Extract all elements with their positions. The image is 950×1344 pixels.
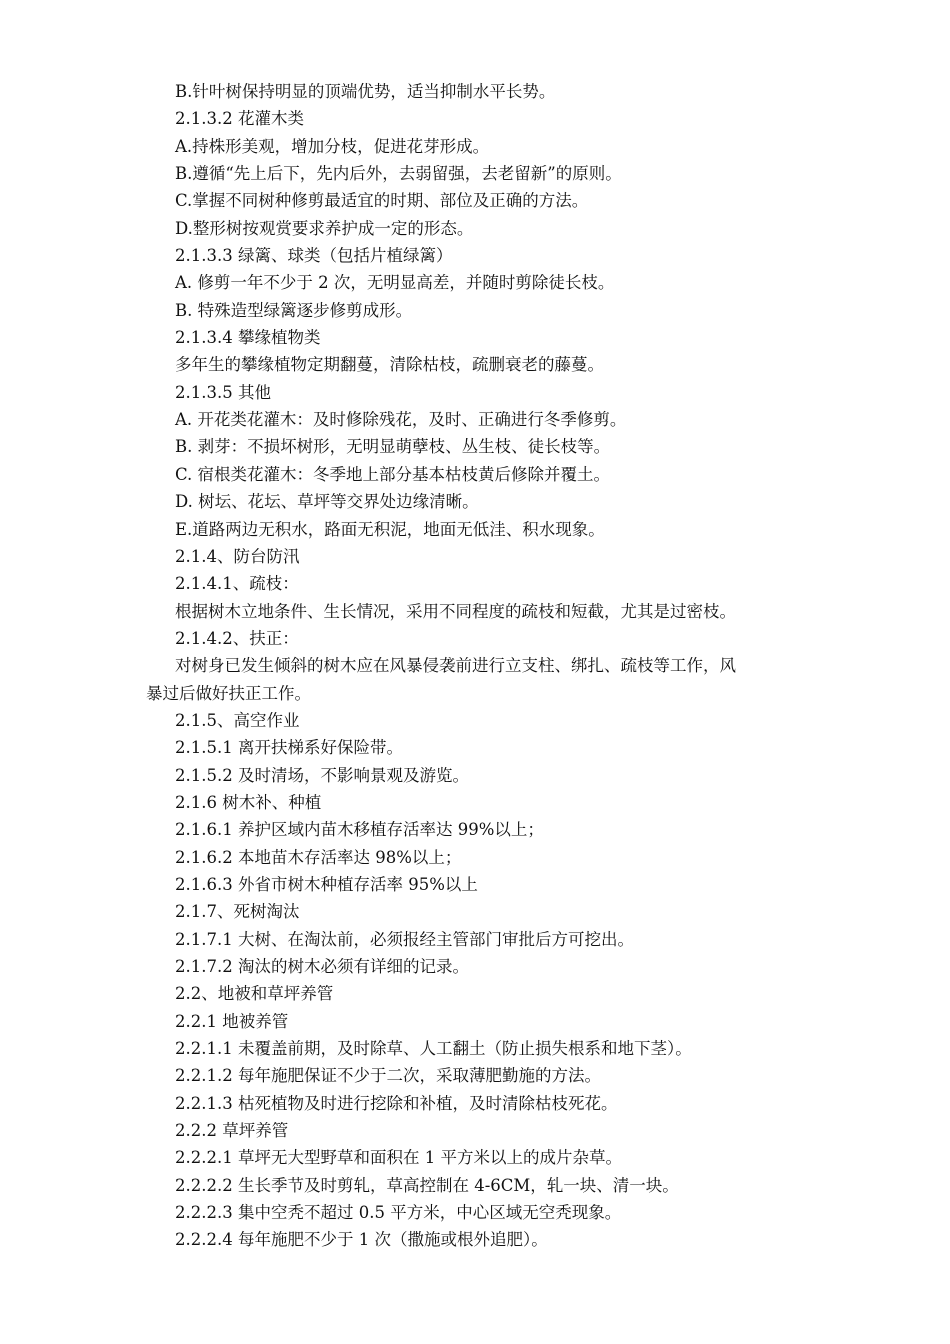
text-line: 2.2.1.2 每年施肥保证不少于二次，采取薄肥勤施的方法。 (175, 1066, 601, 1086)
section-heading: 2.1.4.1、疏枝： (175, 574, 299, 594)
text-line: B. 特殊造型绿篱逐步修剪成形。 (175, 300, 413, 320)
section-heading: 2.1.3.5 其他 (175, 382, 271, 402)
document-body (146, 78, 835, 1254)
section-heading: 2.2、地被和草坪养管 (175, 984, 334, 1004)
section-heading: 2.1.4、防台防汛 (175, 546, 300, 566)
text-line: C. 宿根类花灌木：冬季地上部分基本枯枝黄后修除并覆土。 (175, 464, 611, 484)
text-line: 2.1.5.2 及时清场，不影响景观及游览。 (175, 765, 469, 785)
text-line: 2.1.6.1 养护区域内苗木移植存活率达 99%以上； (175, 820, 544, 840)
text-line: 2.2.1.3 枯死植物及时进行挖除和补植，及时清除枯枝死花。 (175, 1093, 618, 1113)
text-line: 2.2.2.4 每年施肥不少于 1 次（撒施或根外追肥）。 (175, 1230, 548, 1250)
text-line: 2.2.1.1 未覆盖前期，及时除草、人工翻土（防止损失根系和地下茎）。 (175, 1039, 692, 1059)
section-heading: 2.1.7、死树淘汰 (175, 902, 300, 922)
text-line: E.道路两边无积水，路面无积泥，地面无低洼、积水现象。 (175, 519, 605, 539)
section-heading: 2.1.6 树木补、种植 (175, 792, 322, 812)
section-heading: 2.1.4.2、扶正： (175, 628, 299, 648)
text-line: 根据树木立地条件、生长情况，采用不同程度的疏枝和短截，尤其是过密枝。 (175, 601, 736, 621)
text-line: A. 修剪一年不少于 2 次，无明显高差，并随时剪除徒长枝。 (175, 273, 615, 293)
text-line: 2.1.6.3 外省市树木种植存活率 95%以上 (175, 874, 478, 894)
text-line: B.遵循“先上后下，先内后外，去弱留强，去老留新”的原则。 (175, 164, 622, 184)
text-line-continued: 暴过后做好扶正工作。 (146, 683, 311, 703)
section-heading: 2.1.5、高空作业 (175, 710, 300, 730)
text-line: 2.2.2.1 草坪无大型野草和面积在 1 平方米以上的成片杂草。 (175, 1148, 622, 1168)
text-line: 对树身已发生倾斜的树木应在风暴侵袭前进行立支柱、绑扎、疏枝等工作，风 (175, 656, 736, 676)
text-line: B.针叶树保持明显的顶端优势，适当抑制水平长势。 (175, 82, 556, 101)
text-line: B. 剥芽：不损坏树形，无明显萌孽枝、丛生枝、徒长枝等。 (175, 437, 611, 457)
text-line: 多年生的攀缘植物定期翻蔓，清除枯枝，疏删衰老的藤蔓。 (175, 355, 604, 375)
text-line: A.持株形美观，增加分枝，促进花芽形成。 (175, 136, 490, 156)
section-heading: 2.2.1 地被养管 (175, 1011, 289, 1031)
section-heading: 2.1.3.4 攀缘植物类 (175, 328, 321, 348)
text-line: D. 树坛、花坛、草坪等交界处边缘清晰。 (175, 492, 479, 512)
text-line: 2.1.6.2 本地苗木存活率达 98%以上； (175, 847, 462, 867)
text-line: 2.1.5.1 离开扶梯系好保险带。 (175, 738, 403, 758)
text-line: 2.1.7.2 淘汰的树木必须有详细的记录。 (175, 957, 469, 976)
section-heading: 2.1.3.3 绿篱、球类（包括片植绿篱） (175, 246, 453, 266)
text-line: C.掌握不同树种修剪最适宜的时期、部位及正确的方法。 (175, 191, 589, 211)
text-line: 2.2.2.3 集中空秃不超过 0.5 平方米，中心区域无空秃现象。 (175, 1203, 622, 1223)
text-line: 2.2.2.2 生长季节及时剪轧，草高控制在 4-6CM，轧一块、清一块。 (175, 1175, 679, 1195)
text-line: A. 开花类花灌木：及时修除残花，及时、正确进行冬季修剪。 (175, 410, 627, 430)
text-line: 2.1.7.1 大树、在淘汰前，必须报经主管部门审批后方可挖出。 (175, 929, 634, 949)
section-heading: 2.2.2 草坪养管 (175, 1121, 289, 1141)
text-line: D.整形树按观赏要求养护成一定的形态。 (175, 218, 474, 238)
section-heading: 2.1.3.2 花灌木类 (175, 109, 304, 129)
